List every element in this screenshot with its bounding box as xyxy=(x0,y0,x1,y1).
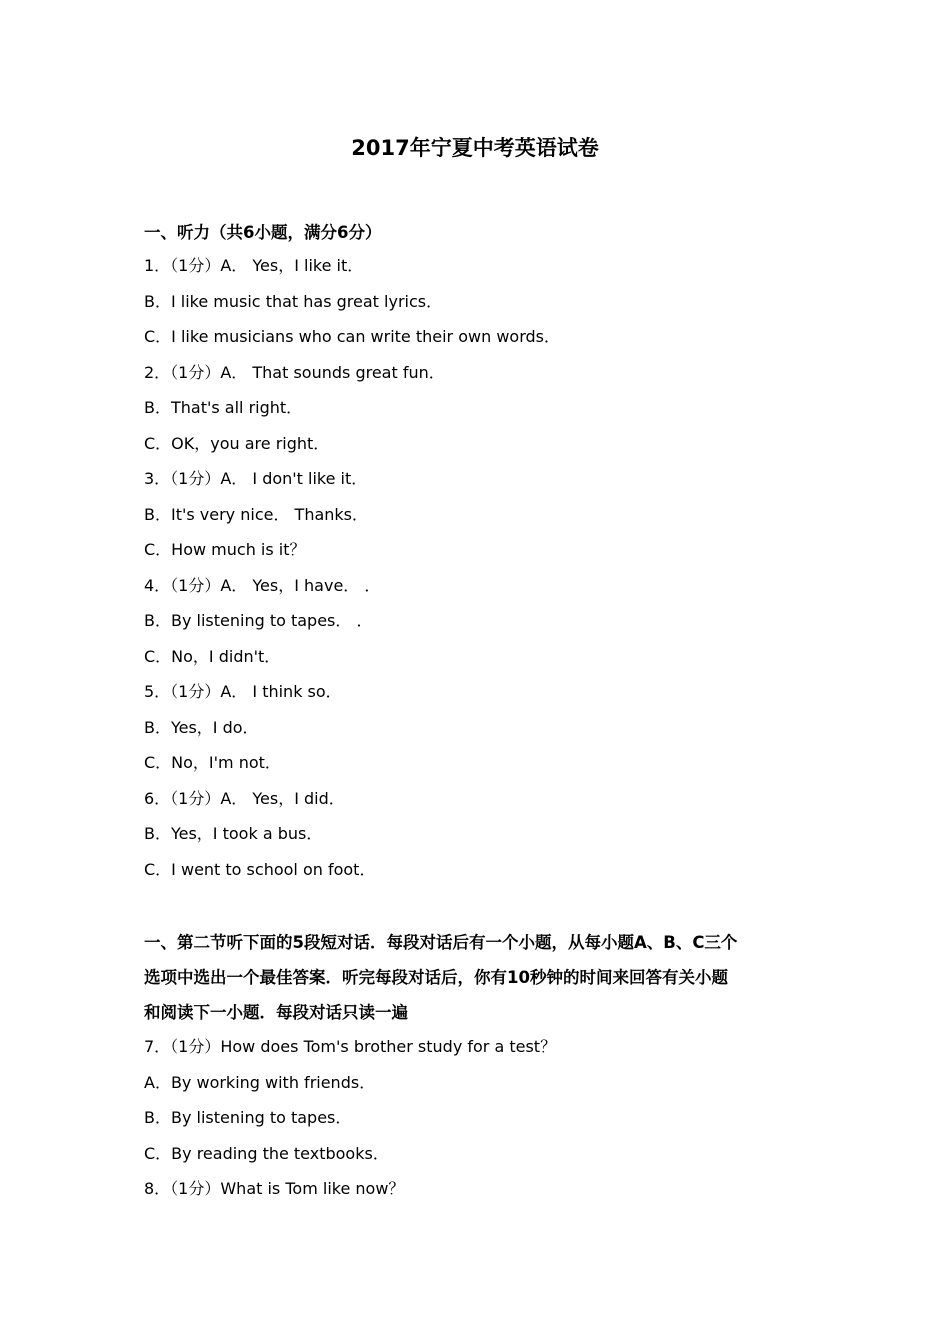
section-heading-line: 一、第二节听下面的5段短对话．每段对话后有一个小题，从每小题A、B、C三个 xyxy=(144,933,738,952)
option-line: B．I like music that has great lyrics． xyxy=(144,291,443,311)
section-heading-line: 和阅读下一小题．每段对话只读一遍 xyxy=(144,1003,408,1022)
question-line: 1．（1分）A． Yes，I like it． xyxy=(144,256,364,275)
option-line: C．I like musicians who can write their own words． xyxy=(144,327,560,346)
section-listening xyxy=(144,218,812,887)
question-line: 8．（1分）What is Tom like now？ xyxy=(144,1179,405,1198)
section-dialogues xyxy=(144,924,812,1207)
option-line: B．By listening to tapes． xyxy=(144,1108,352,1127)
option-line: B．Yes，I do． xyxy=(144,717,259,737)
section-heading-line: 选项中选出一个最佳答案．听完每段对话后，你有10秒钟的时间来回答有关小题 xyxy=(144,968,728,987)
option-line: C．No，I didn't． xyxy=(144,646,281,666)
option-line: C．OK，you are right． xyxy=(144,433,330,453)
option-line: B．It's very nice． Thanks． xyxy=(144,504,369,524)
question-line: 6．（1分）A． Yes，I did． xyxy=(144,788,345,808)
section-heading: 一、听力（共6小题，满分6分） xyxy=(144,223,382,242)
option-line: B．By listening to tapes． ． xyxy=(144,611,373,630)
option-line: B．That's all right． xyxy=(144,398,303,417)
page-title: 2017年宁夏中考英语试卷 xyxy=(351,136,599,160)
document-body xyxy=(144,218,812,1207)
option-line: C．No，I'm not． xyxy=(144,753,281,772)
option-line: C．By reading the textbooks． xyxy=(144,1143,389,1163)
question-line: 4．（1分）A． Yes，I have． ． xyxy=(144,575,381,595)
option-line: C．I went to school on foot． xyxy=(144,859,376,879)
question-line: 7．（1分）How does Tom's brother study for a test？ xyxy=(144,1037,557,1056)
question-line: 3．（1分）A． I don't like it． xyxy=(144,469,368,488)
option-line: B．Yes，I took a bus． xyxy=(144,824,323,843)
question-line: 5．（1分）A． I think so． xyxy=(144,682,342,701)
question-line: 2．（1分）A． That sounds great fun． xyxy=(144,362,445,382)
option-line: C．How much is it？ xyxy=(144,540,306,559)
option-line: A．By working with friends． xyxy=(144,1072,376,1092)
